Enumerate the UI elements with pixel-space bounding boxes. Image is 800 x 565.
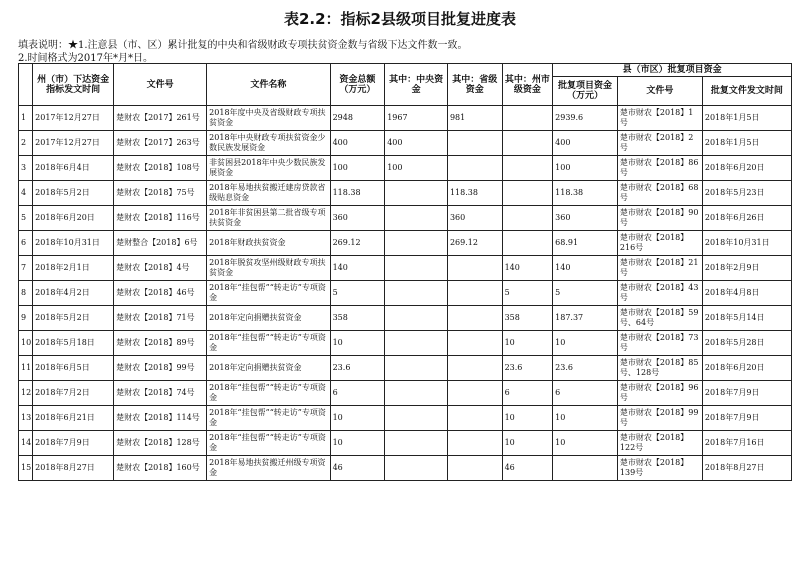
doc-name-cell: 2018年易地扶贫搬迁州级专项资金 — [207, 456, 330, 481]
county-date-cell: 2018年2月9日 — [702, 256, 791, 281]
county-doc-no-cell: 楚市财农【2018】43号 — [617, 281, 702, 306]
row-index-cell: 9 — [19, 306, 33, 331]
county-date-cell: 2018年6月20日 — [702, 156, 791, 181]
central-funds-cell — [385, 456, 448, 481]
provincial-funds-cell — [447, 281, 502, 306]
approved-funds-cell — [553, 456, 618, 481]
table-row — [19, 306, 792, 331]
total-funds-cell: 269.12 — [330, 231, 385, 256]
total-funds-cell: 358 — [330, 306, 385, 331]
city-date-cell: 2018年7月9日 — [33, 431, 114, 456]
total-funds-cell: 400 — [330, 131, 385, 156]
row-index-cell: 14 — [19, 431, 33, 456]
city-date-cell: 2018年5月2日 — [33, 306, 114, 331]
central-funds-cell — [385, 231, 448, 256]
prefecture-funds-cell — [502, 156, 553, 181]
doc-name-cell: 2018年“挂包帮”“转走访”专项资金 — [207, 331, 330, 356]
county-date-cell: 2018年6月20日 — [702, 356, 791, 381]
table-row — [19, 256, 792, 281]
approved-funds-cell: 68.91 — [553, 231, 618, 256]
total-funds-cell: 10 — [330, 431, 385, 456]
doc-name-cell: 2018年“挂包帮”“转走访”专项资金 — [207, 406, 330, 431]
approved-funds-cell: 2939.6 — [553, 106, 618, 131]
header-total: 资金总额（万元） — [330, 64, 385, 106]
doc-no-cell: 楚财农【2018】4号 — [114, 256, 207, 281]
city-date-cell: 2018年2月1日 — [33, 256, 114, 281]
doc-no-cell: 楚财农【2018】74号 — [114, 381, 207, 406]
table-row — [19, 356, 792, 381]
county-doc-no-cell: 楚市财农【2018】86号 — [617, 156, 702, 181]
county-doc-no-cell: 楚市财农【2018】73号 — [617, 331, 702, 356]
county-date-cell: 2018年1月5日 — [702, 131, 791, 156]
county-date-cell: 2018年10月31日 — [702, 231, 791, 256]
county-doc-no-cell: 楚市财农【2018】21号 — [617, 256, 702, 281]
provincial-funds-cell: 269.12 — [447, 231, 502, 256]
prefecture-funds-cell: 140 — [502, 256, 553, 281]
approved-funds-cell: 187.37 — [553, 306, 618, 331]
header-prefecture: 其中：州市级资金 — [502, 64, 553, 106]
approved-funds-cell: 6 — [553, 381, 618, 406]
table-row — [19, 131, 792, 156]
table-row — [19, 156, 792, 181]
county-date-cell: 2018年7月9日 — [702, 406, 791, 431]
doc-no-cell: 楚财农【2018】160号 — [114, 456, 207, 481]
county-doc-no-cell: 楚市财农【2018】122号 — [617, 431, 702, 456]
prefecture-funds-cell: 46 — [502, 456, 553, 481]
prefecture-funds-cell: 6 — [502, 381, 553, 406]
row-index-cell: 3 — [19, 156, 33, 181]
prefecture-funds-cell: 358 — [502, 306, 553, 331]
doc-no-cell: 楚财农【2017】263号 — [114, 131, 207, 156]
city-date-cell: 2018年8月27日 — [33, 456, 114, 481]
prefecture-funds-cell: 10 — [502, 431, 553, 456]
time-format-note: 2.时间格式为2017年*月*日。 — [18, 53, 153, 64]
provincial-funds-cell — [447, 306, 502, 331]
city-date-cell: 2018年7月2日 — [33, 381, 114, 406]
doc-no-cell: 楚财农【2018】46号 — [114, 281, 207, 306]
provincial-funds-cell: 981 — [447, 106, 502, 131]
central-funds-cell: 400 — [385, 131, 448, 156]
prefecture-funds-cell — [502, 206, 553, 231]
provincial-funds-cell — [447, 131, 502, 156]
row-index-cell: 10 — [19, 331, 33, 356]
county-date-cell: 2018年5月23日 — [702, 181, 791, 206]
county-date-cell: 2018年7月9日 — [702, 381, 791, 406]
total-funds-cell: 6 — [330, 381, 385, 406]
header-county-doc-no: 文件号 — [617, 77, 702, 106]
county-doc-no-cell: 楚市财农【2018】85号、128号 — [617, 356, 702, 381]
approved-funds-cell: 140 — [553, 256, 618, 281]
county-doc-no-cell: 楚市财农【2018】99号 — [617, 406, 702, 431]
table-row — [19, 181, 792, 206]
provincial-funds-cell — [447, 431, 502, 456]
approved-funds-cell: 5 — [553, 281, 618, 306]
doc-name-cell: 2018年财政扶贫资金 — [207, 231, 330, 256]
city-date-cell: 2018年6月5日 — [33, 356, 114, 381]
approved-funds-cell: 10 — [553, 406, 618, 431]
county-date-cell: 2018年8月27日 — [702, 456, 791, 481]
header-doc-name: 文件名称 — [207, 64, 330, 106]
approved-funds-cell: 10 — [553, 331, 618, 356]
doc-no-cell: 楚财农【2018】116号 — [114, 206, 207, 231]
city-date-cell: 2018年10月31日 — [33, 231, 114, 256]
central-funds-cell: 1967 — [385, 106, 448, 131]
approved-funds-cell: 400 — [553, 131, 618, 156]
doc-name-cell: 2018年“挂包帮”“转走访”专项资金 — [207, 281, 330, 306]
total-funds-cell: 100 — [330, 156, 385, 181]
county-date-cell: 2018年7月16日 — [702, 431, 791, 456]
total-funds-cell: 140 — [330, 256, 385, 281]
doc-name-cell: 2018年“挂包帮”“转走访”专项资金 — [207, 381, 330, 406]
county-doc-no-cell: 楚市财农【2018】139号 — [617, 456, 702, 481]
provincial-funds-cell — [447, 381, 502, 406]
provincial-funds-cell — [447, 456, 502, 481]
central-funds-cell — [385, 331, 448, 356]
header-approved-funds: 批复项目资金（万元） — [553, 77, 618, 106]
city-date-cell: 2018年5月2日 — [33, 181, 114, 206]
central-funds-cell — [385, 306, 448, 331]
total-funds-cell: 23.6 — [330, 356, 385, 381]
table-row — [19, 231, 792, 256]
prefecture-funds-cell: 23.6 — [502, 356, 553, 381]
doc-no-cell: 楚财农【2017】261号 — [114, 106, 207, 131]
doc-name-cell: 2018年易地扶贫搬迁建房贷款省级贴息资金 — [207, 181, 330, 206]
header-county-group: 县（市区）批复项目资金 — [553, 64, 792, 77]
prefecture-funds-cell: 10 — [502, 331, 553, 356]
central-funds-cell — [385, 281, 448, 306]
row-index-cell: 8 — [19, 281, 33, 306]
provincial-funds-cell: 360 — [447, 206, 502, 231]
doc-name-cell: 2018年定向捐赠扶贫资金 — [207, 356, 330, 381]
doc-no-cell: 楚财农【2018】108号 — [114, 156, 207, 181]
table-row — [19, 456, 792, 481]
county-doc-no-cell: 楚市财农【2018】96号 — [617, 381, 702, 406]
central-funds-cell — [385, 206, 448, 231]
prefecture-funds-cell: 10 — [502, 406, 553, 431]
city-date-cell: 2018年4月2日 — [33, 281, 114, 306]
row-index-cell: 6 — [19, 231, 33, 256]
header-provincial: 其中：省级资金 — [447, 64, 502, 106]
city-date-cell: 2017年12月27日 — [33, 131, 114, 156]
table-row — [19, 406, 792, 431]
approved-funds-cell: 23.6 — [553, 356, 618, 381]
row-index-cell: 15 — [19, 456, 33, 481]
county-date-cell: 2018年4月8日 — [702, 281, 791, 306]
central-funds-cell: 100 — [385, 156, 448, 181]
county-doc-no-cell: 楚市财农【2018】90号 — [617, 206, 702, 231]
county-date-cell: 2018年6月26日 — [702, 206, 791, 231]
doc-no-cell: 楚财农【2018】128号 — [114, 431, 207, 456]
row-index-cell: 13 — [19, 406, 33, 431]
county-date-cell: 2018年5月14日 — [702, 306, 791, 331]
approved-funds-cell: 100 — [553, 156, 618, 181]
county-doc-no-cell: 楚市财农【2018】68号 — [617, 181, 702, 206]
row-index-cell: 1 — [19, 106, 33, 131]
total-funds-cell: 118.38 — [330, 181, 385, 206]
prefecture-funds-cell — [502, 106, 553, 131]
city-date-cell: 2018年5月18日 — [33, 331, 114, 356]
row-index-cell: 12 — [19, 381, 33, 406]
approved-funds-cell: 118.38 — [553, 181, 618, 206]
table-row — [19, 381, 792, 406]
provincial-funds-cell — [447, 156, 502, 181]
approved-funds-cell: 360 — [553, 206, 618, 231]
prefecture-funds-cell: 5 — [502, 281, 553, 306]
county-doc-no-cell: 楚市财农【2018】1号 — [617, 106, 702, 131]
county-date-cell: 2018年5月28日 — [702, 331, 791, 356]
doc-name-cell: 2018年非贫困县第二批省级专项扶贫资金 — [207, 206, 330, 231]
central-funds-cell — [385, 256, 448, 281]
page-title: 表2.2：指标2县级项目批复进度表 — [283, 10, 516, 28]
header-doc-no: 文件号 — [114, 64, 207, 106]
provincial-funds-cell — [447, 356, 502, 381]
approved-funds-cell: 10 — [553, 431, 618, 456]
total-funds-cell: 360 — [330, 206, 385, 231]
doc-no-cell: 楚财农【2018】114号 — [114, 406, 207, 431]
table-row — [19, 431, 792, 456]
central-funds-cell — [385, 406, 448, 431]
doc-name-cell: 2018年脱贫攻坚州级财政专项扶贫资金 — [207, 256, 330, 281]
doc-no-cell: 楚财整合【2018】6号 — [114, 231, 207, 256]
doc-name-cell: 2018年“挂包帮”“转走访”专项资金 — [207, 431, 330, 456]
doc-name-cell: 2018年定向捐赠扶贫资金 — [207, 306, 330, 331]
total-funds-cell: 2948 — [330, 106, 385, 131]
provincial-funds-cell — [447, 406, 502, 431]
doc-name-cell: 非贫困县2018年中央少数民族发展资金 — [207, 156, 330, 181]
row-index-cell: 4 — [19, 181, 33, 206]
table-row — [19, 106, 792, 131]
central-funds-cell — [385, 381, 448, 406]
doc-no-cell: 楚财农【2018】89号 — [114, 331, 207, 356]
header-central: 其中：中央资金 — [385, 64, 448, 106]
doc-name-cell: 2018年度中央及省级财政专项扶贫资金 — [207, 106, 330, 131]
city-date-cell: 2018年6月4日 — [33, 156, 114, 181]
table-row — [19, 281, 792, 306]
prefecture-funds-cell — [502, 131, 553, 156]
county-doc-no-cell: 楚市财农【2018】216号 — [617, 231, 702, 256]
central-funds-cell — [385, 181, 448, 206]
county-date-cell: 2018年1月5日 — [702, 106, 791, 131]
row-index-cell: 7 — [19, 256, 33, 281]
header-index — [19, 64, 33, 106]
county-doc-no-cell: 楚市财农【2018】2号 — [617, 131, 702, 156]
table-row — [19, 331, 792, 356]
provincial-funds-cell: 118.38 — [447, 181, 502, 206]
row-index-cell: 11 — [19, 356, 33, 381]
table-body — [19, 106, 792, 481]
doc-no-cell: 楚财农【2018】75号 — [114, 181, 207, 206]
total-funds-cell: 46 — [330, 456, 385, 481]
approval-progress-table — [18, 63, 792, 481]
fill-instruction: 填表说明：★1.注意县（市、区）累计批复的中央和省级财政专项扶贫资金数与省级下达文件数一致。 — [18, 40, 468, 51]
prefecture-funds-cell — [502, 181, 553, 206]
total-funds-cell: 5 — [330, 281, 385, 306]
row-index-cell: 5 — [19, 206, 33, 231]
provincial-funds-cell — [447, 256, 502, 281]
header-city-date: 州（市）下达资金指标发文时间 — [33, 64, 114, 106]
header-county-date: 批复文件发文时间 — [702, 77, 791, 106]
central-funds-cell — [385, 356, 448, 381]
doc-name-cell: 2018年中央财政专项扶贫资金少数民族发展资金 — [207, 131, 330, 156]
county-doc-no-cell: 楚市财农【2018】59号、64号 — [617, 306, 702, 331]
provincial-funds-cell — [447, 331, 502, 356]
row-index-cell: 2 — [19, 131, 33, 156]
city-date-cell: 2018年6月20日 — [33, 206, 114, 231]
total-funds-cell: 10 — [330, 331, 385, 356]
doc-no-cell: 楚财农【2018】71号 — [114, 306, 207, 331]
city-date-cell: 2018年6月21日 — [33, 406, 114, 431]
doc-no-cell: 楚财农【2018】99号 — [114, 356, 207, 381]
central-funds-cell — [385, 431, 448, 456]
total-funds-cell: 10 — [330, 406, 385, 431]
table-row — [19, 206, 792, 231]
city-date-cell: 2017年12月27日 — [33, 106, 114, 131]
prefecture-funds-cell — [502, 231, 553, 256]
